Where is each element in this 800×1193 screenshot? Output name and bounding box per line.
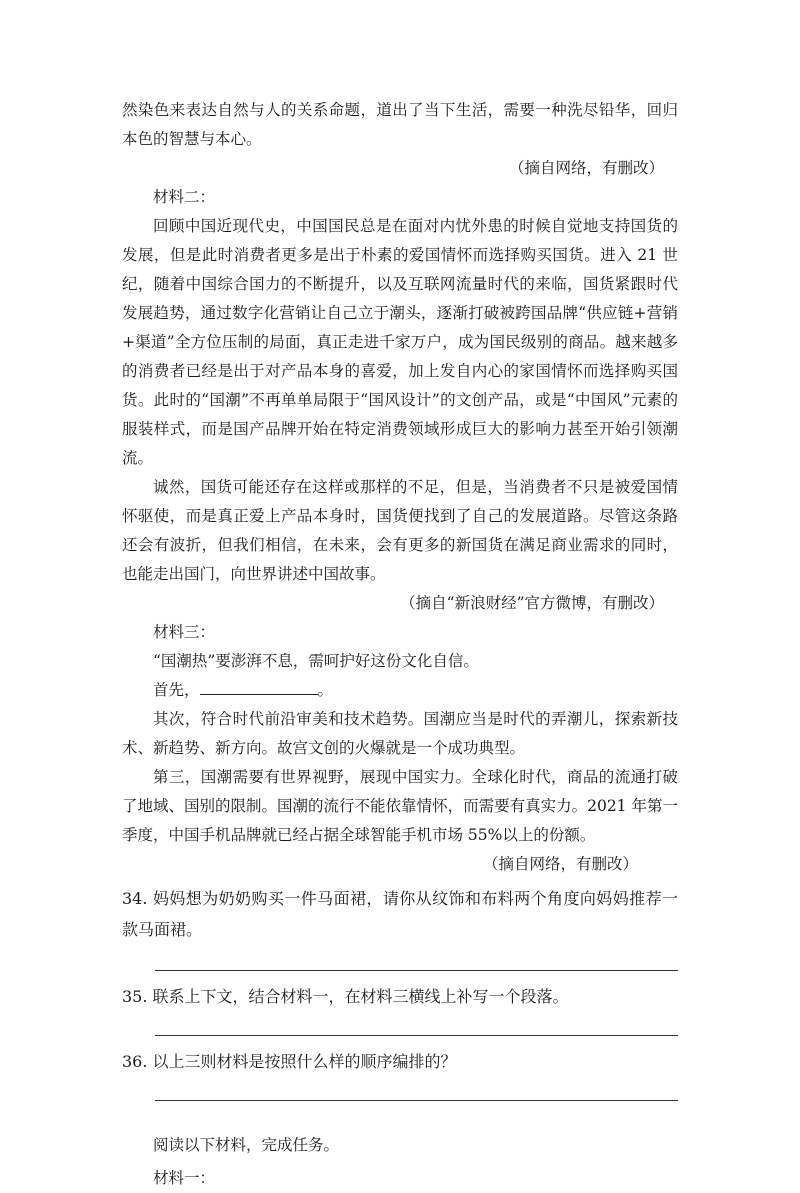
material-three-title: 材料三： <box>153 623 216 641</box>
answer-line-36[interactable] <box>155 1099 678 1101</box>
question-36: 36. 以上三则材料是按照什么样的顺序编排的？ <box>122 1052 457 1071</box>
first-point-label: 首先， <box>153 681 200 699</box>
material-two-paragraph-2: 诚然，国货可能还存在这样或那样的不足，但是，当消费者不只是被爱国情怀驱使，而是真正爱上产品本身时，国货便找到了自己的发展道路。尽管这条路还会有波折，但我们相信，在未来，会有更多的新国货在满足商业需求的同时，也能走出国门，向世界讲述中国故事。 <box>122 478 678 583</box>
material-three-first-point <box>122 676 678 705</box>
material-two-title: 材料二： <box>153 188 216 206</box>
material-one-tail-paragraph: 然染色来表达自然与人的关系命题，道出了当下生活，需要一种洗尽铅华，回归本色的智慧与本心。 <box>122 101 678 148</box>
next-task-instruction: 阅读以下材料，完成任务。 <box>153 1137 340 1154</box>
page-content <box>122 96 678 1193</box>
next-material-one-title: 材料一： <box>153 1169 216 1187</box>
material-two-paragraph-1: 回顾中国近现代史，中国国民总是在面对内忧外患的时候自觉地支持国货的发展，但是此时消费者更多是出于朴素的爱国情怀而选择购买国货。进入 21 世纪，随着中国综合国力的不断提升，以及互联网流量时代的来临，国货紧跟时代发展趋势，通过数字化营销让自己立于潮头，逐渐打破被跨国品牌“供应链+营销+渠道”全方位压制的局面，真正走进千家万户，成为国民级别的商品。越来越多的消费者已经是出于对产品本身的喜爱，加上发自内心的家国情怀而选择购买国货。此时的“国潮”不再单单局限于“国风设计”的文创产品，或是“中国风”元素的服装样式，而是国产品牌开始在特定消费领域形成巨大的影响力甚至开始引领潮流。 <box>122 217 678 467</box>
material-three-paragraph-3: 第三，国潮需要有世界视野，展现中国实力。全球化时代，商品的流通打破了地域、国别的限制。国潮的流行不能依靠情怀，而需要有真实力。2021 年第一季度，中国手机品牌就已经占据全球智能手机市场 55%以上的份额。 <box>122 768 678 844</box>
material-three-paragraph-1: “国潮热”要澎湃不息，需呵护好这份文化自信。 <box>153 652 479 670</box>
question-35: 35. 联系上下文，结合材料一，在材料三横线上补写一个段落。 <box>122 987 569 1006</box>
first-point-period: 。 <box>317 681 334 699</box>
question-34: 34. 妈妈想为奶奶购买一件马面裙，请你从纹饰和布料两个角度向妈妈推荐一款马面裙。 <box>122 889 678 939</box>
answer-line-35[interactable] <box>155 1034 678 1036</box>
material-three-paragraph-2: 其次，符合时代前沿审美和技术趋势。国潮应当是时代的弄潮儿，探索新技术、新趋势、新方向。故宫文创的火爆就是一个成功典型。 <box>122 710 678 757</box>
material-one-source: （摘自网络，有删改） <box>508 159 664 177</box>
material-two-source: （摘自“新浪财经”官方微博，有删改） <box>400 594 664 612</box>
material-three-source: （摘自网络，有删改） <box>482 855 638 873</box>
answer-line-34[interactable] <box>155 969 678 971</box>
fill-in-blank[interactable] <box>200 678 318 695</box>
